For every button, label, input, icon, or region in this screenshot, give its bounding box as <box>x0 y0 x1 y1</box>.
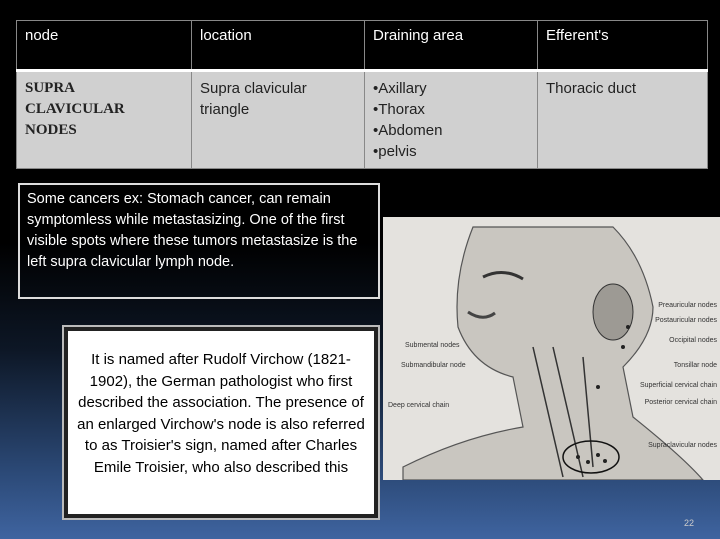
lymph-node-table <box>16 20 708 169</box>
cell-node <box>17 71 192 169</box>
node-line: SUPRA <box>25 80 76 96</box>
figure-label: Deep cervical chain <box>388 402 450 409</box>
cancer-note-box: Some cancers ex: Stomach cancer, can remain symptomless while metastasizing. One of the first visible spots where these tumors metastasize is the left supra clavicular lymph node. <box>18 183 380 299</box>
figure-label: Submandibular node <box>401 362 466 369</box>
header-node: node <box>17 21 192 71</box>
figure-label: Postauricular nodes <box>655 317 717 324</box>
draining-item: •pelvis <box>373 143 417 160</box>
neck-lymph-node-illustration <box>383 217 720 480</box>
draining-item: •Axillary <box>373 80 427 97</box>
cell-efferents: Thoracic duct <box>538 71 708 169</box>
virchow-info-box: It is named after Rudolf Virchow (1821-1902), the German pathologist who first described the association. The presence of an enlarged Virchow's node is also referred to as Troisier's sign, named after Charles Emile Troisier, who also described this <box>64 327 378 518</box>
header-efferents: Efferent's <box>538 21 708 71</box>
node-line: CLAVICULAR <box>25 101 125 117</box>
figure-label: Posterior cervical chain <box>644 399 717 406</box>
table-row <box>17 71 708 169</box>
cell-location: Supra clavicular triangle <box>192 71 365 169</box>
node-line: NODES <box>25 122 77 138</box>
figure-label: Tonsillar node <box>673 362 717 369</box>
figure-label: Superficial cervical chain <box>639 382 717 389</box>
header-draining-area: Draining area <box>365 21 538 71</box>
figure-label: Preauricular nodes <box>658 302 717 309</box>
draining-item: •Thorax <box>373 101 425 118</box>
figure-label: Occipital nodes <box>669 337 717 344</box>
page-number: 22 <box>684 518 695 528</box>
header-location: location <box>192 21 365 71</box>
figure-label: Supraclavicular nodes <box>648 442 717 449</box>
figure-label: Submental nodes <box>405 342 460 349</box>
table-header-row <box>17 21 708 71</box>
draining-item: •Abdomen <box>373 122 443 139</box>
cell-draining-area <box>365 71 538 169</box>
